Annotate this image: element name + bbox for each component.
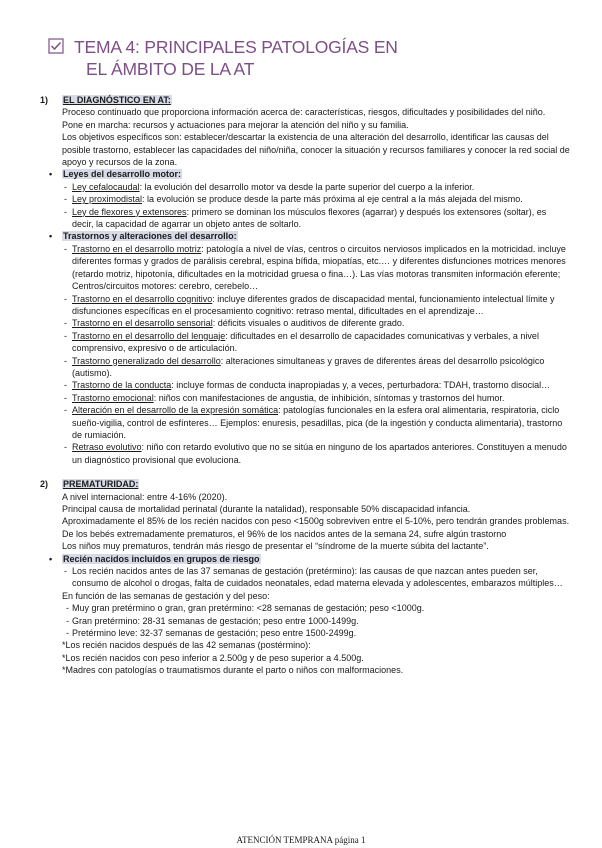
list-item: - Retraso evolutivo: niño con retardo evolutivo que no se sitúa en ninguno de los apartados anteriores. Constituyen a menudo un diagnóstico provisional que evoluciona.: [64, 442, 567, 465]
list-item: - Los recién nacidos antes de las 37 semanas de gestación (pretérmino): las causas de que nazcan antes pueden ser, consumo de alcohol o drogas, falta de cuidados neonatales, edad materna elevada y adolescentes, embarazos múltiples…: [64, 566, 563, 589]
section-diagnostico: [40, 94, 570, 466]
term-text: : niño con retardo evolutivo que no se sitúa en ninguno de los apartados anteriores. Constituyen a menudo un diagnóstico provisional que evoluciona.: [72, 442, 567, 465]
term-text: : incluye diferentes grados de discapacidad mental, funcionamiento intelectual límite y disfunciones específicas en el procesamiento cognitivo: retraso mental, dificultades en el aprendizaje…: [72, 293, 555, 316]
term: Trastorno generalizado del desarrollo: [72, 355, 221, 366]
list-item: *Los recién nacidos después de las 42 semanas (postérmino):: [62, 640, 311, 651]
list-item: - Muy gran pretérmino o gran, gran pretérmino: <28 semanas de gestación; peso <1000g.: [66, 603, 425, 614]
page-number: página 1: [334, 835, 366, 845]
list-item: - Trastorno en el desarrollo motriz: patología a nivel de vías, centros o circuitos nerviosos implicados en la motricidad. incluye diferentes formas y grados de parálisis cerebral, espina bífida, miopatías, etc.… y diferentes disfunciones motrices menores (retardo motriz, hipotonía, dificultades en la motricidad gruesa o fina…). Las vías motoras transmiten información eferente; Centros/circuitos motores: cerebro, cerebelo…: [64, 243, 566, 292]
bullet-item: [49, 230, 570, 242]
list-item: - Trastorno generalizado del desarrollo: alteraciones simultaneas y graves de diferentes áreas del desarrollo psicológico (autismo).: [64, 355, 545, 378]
term: Retraso evolutivo: [72, 442, 142, 453]
bullet-dot-icon: •: [49, 169, 53, 180]
section-heading: EL DIAGNÓSTICO EN AT:: [63, 95, 171, 105]
list-item: - Trastorno en el desarrollo cognitivo: incluye diferentes grados de discapacidad mental, funcionamiento intelectual límite y disfunciones específicas en el procesamiento cognitivo: retraso mental, dificultades en el aprendizaje…: [64, 293, 555, 316]
page-title: [74, 36, 398, 80]
item-text: Los recién nacidos después de las 42 semanas (postérmino):: [65, 640, 311, 651]
term: Trastorno emocional: [72, 392, 154, 403]
term: Trastorno en el desarrollo cognitivo: [72, 293, 213, 304]
checkbox-checked-icon[interactable]: [48, 38, 64, 54]
term: Ley de flexores y extensores: [72, 206, 187, 217]
document-body: [40, 94, 570, 677]
item-text: Muy gran pretérmino o gran, gran pretérmino: <28 semanas de gestación; peso <1000g.: [72, 603, 425, 614]
list-item: *Los recién nacidos con peso inferior a 2.500g y de peso superior a 4.500g.: [62, 652, 364, 663]
term: Trastorno en el desarrollo motriz: [72, 243, 202, 254]
term-text: : déficits visuales o auditivos de diferente grado.: [212, 318, 405, 329]
item-text: Pretérmino leve: 32-37 semanas de gestación; peso entre 1500-2499g.: [72, 628, 357, 639]
term: Trastorno en el desarrollo sensorial: [72, 318, 213, 329]
paragraph: Los objetivos específicos son: establecer/descartar la existencia de una alteración del desarrollo, identificar las causas del posible trastorno, establecer las capacidades del niño/niña, conocer la situación y recursos familiares y conocer la red social de apoyo y recursos de la zona.: [62, 132, 570, 168]
paragraph: De los bebés extremadamente prematuros, el 96% de los nacidos antes de la semana 24, sufre algún trastorno: [62, 528, 507, 539]
term: Ley proximodistal: [72, 194, 143, 205]
term: Trastorno en el desarrollo del lenguaje: [72, 330, 226, 341]
title-line-1: TEMA 4: PRINCIPALES PATOLOGÍAS EN: [74, 37, 398, 57]
list-item: - Ley de flexores y extensores: primero se dominan los músculos flexores (agarrar) y después los extensores (soltar), es decir, la capacidad de agarrar un objeto antes de soltarlo.: [64, 206, 547, 230]
paragraph: Pone en marcha: recursos y actuaciones para mejorar la atención del niño y su familia.: [62, 119, 409, 130]
paragraph: A nivel internacional: entre 4-16% (2020).: [62, 491, 228, 502]
term: Trastorno de la conducta: [72, 380, 172, 391]
paragraph: Los niños muy prematuros, tendrán más riesgo de presentar el “síndrome de la muerte súbita del lactante”.: [62, 541, 489, 552]
bullet-heading: Recién nacidos incluidos en grupos de riesgo: [63, 553, 260, 564]
term-text: : patologías funcionales en la esfera oral alimentaria, respiratoria, ciclo sueño-vigilia, control de esfínteres… Ejemplos: enuresis, pesadillas, pica (de la ingestión y conducta alimentaria), trastorno de rumiación.: [72, 405, 563, 440]
list-item: - Trastorno en el desarrollo del lenguaje: dificultades en el desarrollo de capacidades comunicativas y verbales, a nivel comprensivo, expresivo o de articulación.: [64, 330, 539, 354]
term-text: : la evolución del desarrollo motor va desde la parte superior del cuerpo a la inferior.: [139, 181, 475, 192]
bullet-dot-icon: •: [49, 231, 53, 242]
list-item: - Trastorno en el desarrollo sensorial: déficits visuales o auditivos de diferente grado.: [64, 318, 405, 329]
term-text: : dificultades en el desarrollo de capacidades comunicativas y verbales, a nivel comprensivo, expresivo o de articulación.: [72, 330, 539, 354]
list-item: - Pretérmino leve: 32-37 semanas de gestación; peso entre 1500-2499g.: [66, 628, 357, 639]
item-text: Los recién nacidos con peso inferior a 2.500g y de peso superior a 4.500g.: [65, 652, 364, 663]
term-text: : la evolución se produce desde la parte más próxima al eje central a la más alejada del mismo.: [142, 194, 523, 205]
bullet-heading: Trastornos y alteraciones del desarrollo:: [63, 231, 237, 242]
bullet-heading: Leyes del desarrollo motor:: [63, 169, 182, 180]
term-text: : incluye formas de conducta inapropiadas y, a veces, perturbadora: TDAH, trastorno disocial…: [171, 380, 551, 391]
term-text: : primero se dominan los músculos flexores (agarrar) y después los extensores (soltar), es decir, la capacidad de agarrar un objeto antes de soltarlo.: [72, 206, 547, 230]
paragraph: En función de las semanas de gestación y del peso:: [62, 590, 270, 601]
section-number: 2): [40, 479, 49, 490]
term: Alteración en el desarrollo de la expresión somática: [72, 405, 279, 416]
term: Ley cefalocaudal: [72, 181, 140, 192]
list-item: - Ley proximodistal: la evolución se produce desde la parte más próxima al eje central a la más alejada del mismo.: [64, 194, 523, 205]
section-heading: PREMATURIDAD:: [63, 479, 139, 490]
item-text: Los recién nacidos antes de las 37 semanas de gestación (pretérmino): las causas de que nazcan antes pueden ser, consumo de alcohol o drogas, falta de cuidados neonatales, edad materna elevada y adolescentes, embarazos múltiples…: [72, 566, 563, 589]
footer-label: ATENCIÓN TEMPRANA: [236, 835, 333, 845]
bullet-dot-icon: •: [49, 553, 53, 564]
bullet-item: [49, 553, 570, 565]
term-text: : patología a nivel de vías, centros o circuitos nerviosos implicados en la motricidad. incluye diferentes formas y grados de parálisis cerebral, espina bífida, miopatías, etc.… y diferentes disfunciones motrices menores (retardo motriz, hipotonía, dificultades en la motricidad gruesa o fina…). Las vías motoras transmiten información eferente; Centros/circuitos motores: cerebro, cerebelo…: [72, 243, 566, 292]
list-item: - Ley cefalocaudal: la evolución del desarrollo motor va desde la parte superior del cuerpo a la inferior.: [64, 181, 475, 192]
item-text: Madres con patologías o traumatismos durante el parto o niños con malformaciones.: [65, 665, 404, 676]
paragraph: Aproximadamente el 85% de los recién nacidos con peso <1500g sobreviven entre el 5-10%, pero tendrán grandes problemas.: [62, 516, 570, 527]
paragraph: Principal causa de mortalidad perinatal (durante la natalidad), responsable 50% discapacidad infancia.: [62, 504, 471, 514]
list-item: - Alteración en el desarrollo de la expresión somática: patologías funcionales en la esfera oral alimentaria, respiratoria, ciclo sueño-vigilia, control de esfínteres… Ejemplos: enuresis, pesadillas, pica (de la ingestión y conducta alimentaria), trastorno de rumiación.: [64, 405, 563, 440]
section-prematuridad: [40, 478, 570, 677]
paragraph: Proceso continuado que proporciona información acerca de: características, riesgos, dificultades y posibilidades del niño.: [62, 107, 546, 118]
list-item: - Gran pretérmino: 28-31 semanas de gestación; peso entre 1000-1499g.: [66, 615, 359, 626]
list-item: - Trastorno emocional: niños con manifestaciones de angustia, de inhibición, síntomas y trastornos del humor.: [64, 392, 505, 403]
term-text: : alteraciones simultaneas y graves de diferentes áreas del desarrollo psicológico (autismo).: [72, 355, 545, 378]
list-item: *Madres con patologías o traumatismos durante el parto o niños con malformaciones.: [62, 665, 404, 676]
section-number: 1): [40, 95, 49, 105]
title-line-2: EL ÁMBITO DE LA AT: [86, 59, 255, 79]
bullet-item: [49, 168, 570, 180]
list-item: - Trastorno de la conducta: incluye formas de conducta inapropiadas y, a veces, perturbadora: TDAH, trastorno disocial…: [64, 380, 551, 391]
term-text: : niños con manifestaciones de angustia, de inhibición, síntomas y trastornos del humor.: [153, 392, 505, 403]
item-text: Gran pretérmino: 28-31 semanas de gestación; peso entre 1000-1499g.: [72, 615, 359, 626]
page-footer: [0, 835, 602, 845]
